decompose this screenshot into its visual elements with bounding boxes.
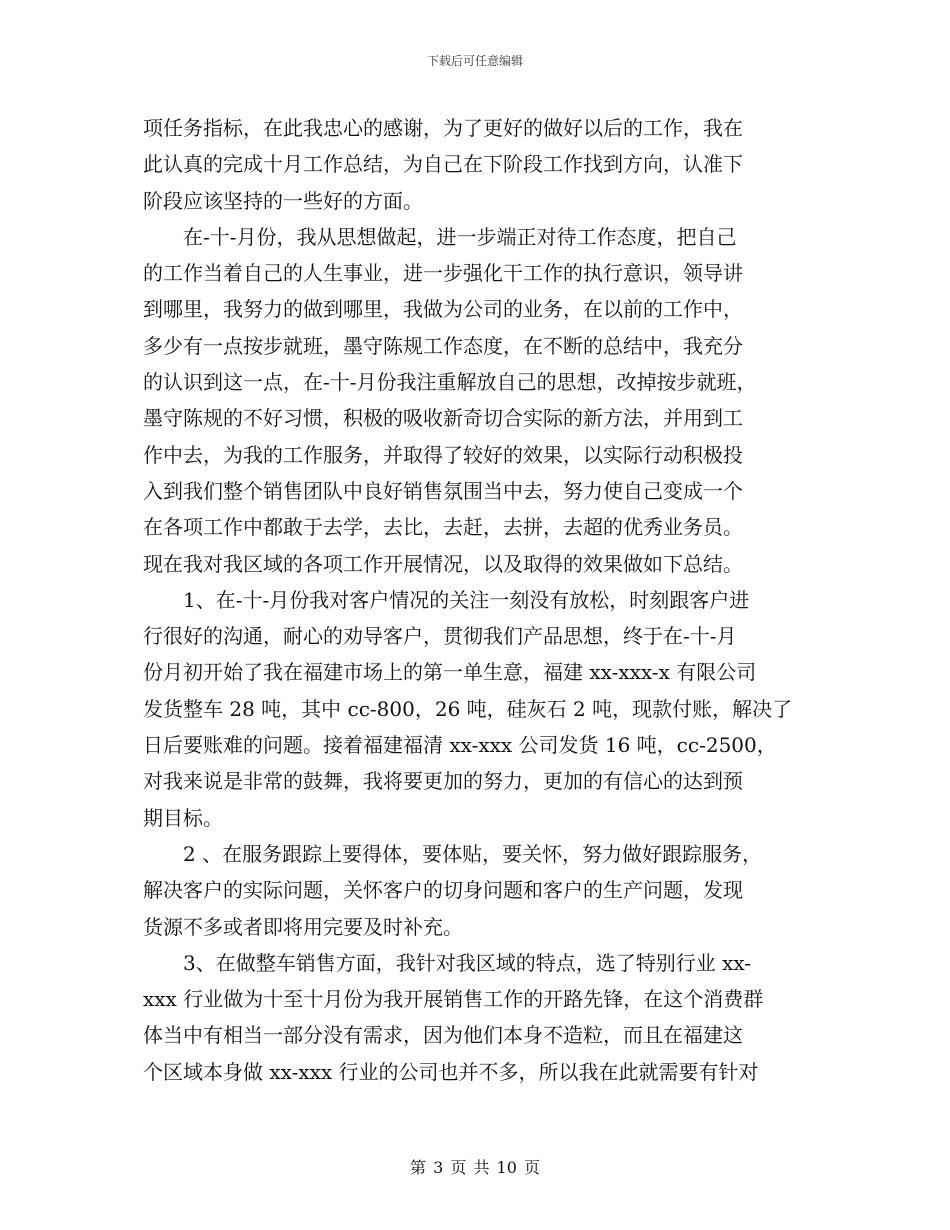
- text-line: 的工作当着自己的人生事业，进一步强化干工作的执行意识，领导讲: [143, 261, 743, 286]
- text-line: 在各项工作中都敢于去学，去比，去赶，去拼，去超的优秀业务员。: [143, 515, 743, 540]
- text-line: 的认识到这一点，在-十-月份我注重解放自己的思想，改掉按步就班，: [143, 370, 757, 395]
- text-line: 2 、在服务跟踪上要得体，要体贴，要关怀，努力做好跟踪服务，: [183, 841, 763, 866]
- text-line: 墨守陈规的不好习惯，积极的吸收新奇切合实际的新方法，并用到工: [143, 406, 743, 431]
- text-line: 个区域本身做 xx-xxx 行业的公司也并不多，所以我在此就需要有针对: [143, 1059, 759, 1084]
- text-line: 对我来说是非常的鼓舞，我将要更加的努力，更加的有信心的达到预: [143, 769, 743, 794]
- text-line: 份月初开始了我在福建市场上的第一单生意，福建 xx-xxx-x 有限公司: [143, 660, 757, 685]
- text-line: 解决客户的实际问题，关怀客户的切身问题和客户的生产问题，发现: [143, 878, 743, 903]
- text-line: 货源不多或者即将用完要及时补充。: [143, 914, 463, 939]
- text-line: 发货整车 28 吨，其中 cc-800，26 吨，硅灰石 2 吨，现款付账，解决了: [143, 696, 793, 721]
- text-line: 入到我们整个销售团队中良好销售氛围当中去，努力使自己变成一个: [143, 478, 743, 503]
- text-line: 多少有一点按步就班，墨守陈规工作态度，在不断的总结中，我充分: [143, 333, 743, 358]
- text-line: 在-十-月份，我从思想做起，进一步端正对待工作态度，把自己: [183, 224, 737, 249]
- text-line: 日后要账难的问题。接着福建福清 xx-xxx 公司发货 16 吨，cc-2500，: [143, 733, 777, 758]
- text-line: 行很好的沟通，耐心的劝导客户，贯彻我们产品思想，终于在-十-月: [143, 624, 737, 649]
- text-line: 1、在-十-月份我对客户情况的关注一刻没有放松，时刻跟客户进: [183, 587, 750, 612]
- document-body: [143, 110, 809, 1090]
- text-line: 期目标。: [143, 805, 223, 830]
- text-line: 到哪里，我努力的做到哪里，我做为公司的业务，在以前的工作中，: [143, 297, 743, 322]
- text-line: 此认真的完成十月工作总结，为自己在下阶段工作找到方向，认准下: [143, 152, 743, 177]
- text-line: 现在我对我区域的各项工作开展情况，以及取得的效果做如下总结。: [143, 551, 743, 576]
- text-line: 3、在做整车销售方面，我针对我区域的特点，选了特别行业 xx-: [183, 950, 752, 975]
- text-line: 阶段应该坚持的一些好的方面。: [143, 188, 423, 213]
- text-line: xxx 行业做为十至十月份为我开展销售工作的开路先锋，在这个消费群: [143, 987, 764, 1012]
- text-line: 项任务指标，在此我忠心的感谢，为了更好的做好以后的工作，我在: [143, 116, 743, 140]
- text-line: 作中去，为我的工作服务，并取得了较好的效果，以实际行动积极投: [143, 442, 743, 467]
- page-number-footer: 第 3 页 共 10 页: [410, 1158, 540, 1177]
- text-line: 体当中有相当一部分没有需求，因为他们本身不造粒，而且在福建这: [143, 1023, 743, 1048]
- page-header: 下载后可任意编辑: [426, 54, 523, 68]
